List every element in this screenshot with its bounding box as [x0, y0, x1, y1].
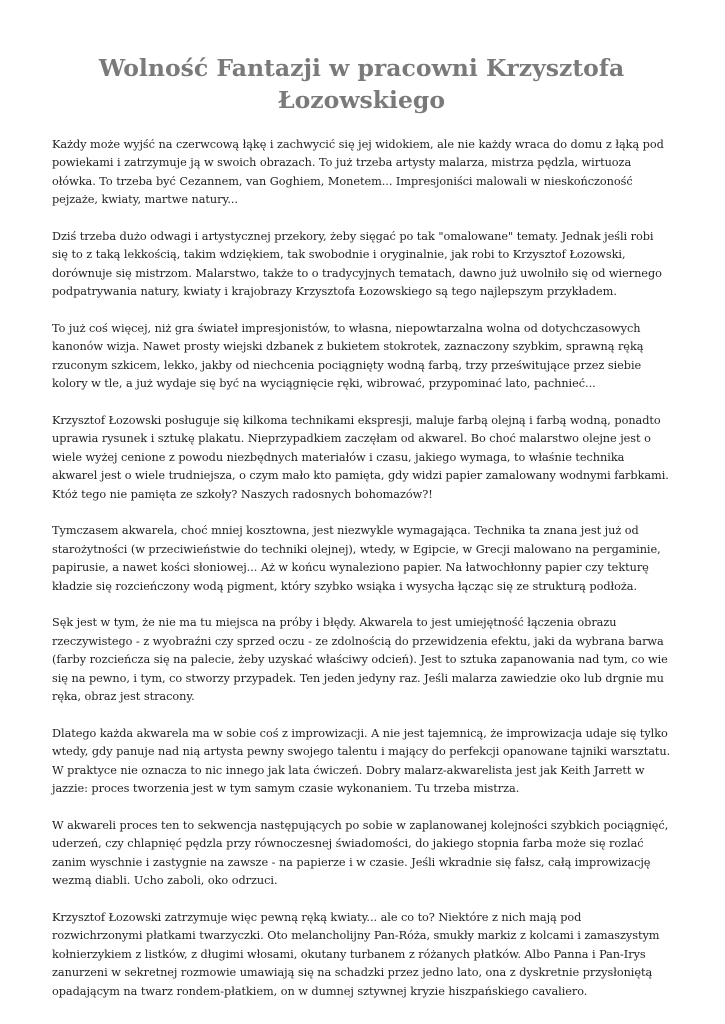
paragraph: Dziś trzeba dużo odwagi i artystycznej przekory, żeby sięgać po tak "omalowane" tematy. Jednak jeśli robi się to z taką lekkością, takim wdziękiem, tak swobodnie i oryginalnie, jak robi to Krzysztof Łozowski, dorównuje się mistrzom. Malarstwo, także to o tradycyjnych tematach, dawno już uwolniło się od wiernego podpatrywania natury, kwiaty i krajobrazy Krzysztofa Łozowskiego są tego najlepszym przykładem. [52, 230, 662, 299]
paragraph: Każdy może wyjść na czerwcową łąkę i zachwycić się jej widokiem, ale nie każdy wraca do domu z łąką pod powiekami i zatrzymuje ją w swoich obrazach. To już trzeba artysty malarza, mistrza pędzla, wirtuoza ołówka. To trzeba być Cezannem, van Goghiem, Monetem... Impresjoniści malowali w nieskończoność pejzaże, kwiaty, martwe natury... [52, 138, 664, 207]
paragraph: Krzysztof Łozowski posługuje się kilkoma technikami ekspresji, maluje farbą olejną i farbą wodną, ponadto uprawia rysunek i sztukę plakatu. Nieprzypadkiem zaczęłam od akwarel. Bo choć malarstwo olejne jest o wiele wyżej cenione z powodu niezbędnych materiałów i czasu, jakiego wymaga, to właśnie technika akwarel jest o wiele trudniejsza, o czym mało kto pamięta, gdy widzi papier zamalowany wodnymi farbkami. Któż tego nie pamięta ze szkoły? Naszych radosnych bohomazów?! [52, 414, 669, 501]
paragraph: Dlatego każda akwarela ma w sobie coś z improwizacji. A nie jest tajemnicą, że improwizacja udaje się tylko wtedy, gdy panuje nad nią artysta pewny swojego talentu i mający do perfekcji opanowane tajniki warsztatu. W praktyce nie oznacza to nic innego jak lata ćwiczeń. Dobry malarz-akwarelista jest jak Keith Jarrett w jazzie: proces tworzenia jest w tym samym czasie wykonaniem. Tu trzeba mistrza. [52, 726, 671, 796]
paragraph: Krzysztof Łozowski zatrzymuje więc pewną ręką kwiaty... ale co to? Niektóre z nich mają pod rozwichrzonymi płatkami twarzyczki. Oto melancholijny Pan-Róża, smukły markiz z kolcami i zamaszystym kołnierzykiem z listków, z długimi włosami, okutany turbanem z różanych płatków. Albo Panna i Pan-Irys zanurzeni w sekretnej rozmowie umawiają się na schadzki przez jedno lato, ona z dyskretnie przysłoniętą opadającym na twarz rondem-płatkiem, on w dumnej sztywnej kryzie hiszpańskiego cavaliero. [52, 910, 660, 998]
paragraph: Sęk jest w tym, że nie ma tu miejsca na próby i błędy. Akwarela to jest umiejętność łączenia obrazu rzeczywistego - z wyobraźni czy sprzed oczu - ze zdolnością do przewidzenia efektu, jaki da wybrana barwa (farby rozcieńcza się na palecie, żeby uzyskać właściwy odcień). Jest to sztuka zapanowania nad tym, co wie się na pewno, i tym, co stworzy przypadek. Ten jeden jedyny raz. Jeśli malarza zawiedzie oko lub drgnie mu ręka, obraz jest stracony. [52, 616, 668, 704]
document-title: Wolność Fantazji w pracowni Krzysztofa Łozowskiego [98, 54, 625, 114]
paragraph: W akwareli proces ten to sekwencja następujących po sobie w zaplanowanej kolejności szybkich pociągnięć, uderzeń, czy chlapnięć pędzla przy równoczesnej świadomości, do jakiego stopnia farba może się rozlać zanim wyschnie i zastygnie na zawsze - na papierze i w czasie. Jeśli wkradnie się fałsz, całą improwizację wezmą diabli. Ucho zaboli, oko odrzuci. [52, 818, 669, 888]
paragraph: To już coś więcej, niż gra świateł impresjonistów, to własna, niepowtarzalna wolna od dotychczasowych kanonów wizja. Nawet prosty wiejski dzbanek z bukietem stokrotek, zaznaczony szybkim, sprawną ręką rzuconym szkicem, lekko, jakby od niechcenia pociągnięty wodną farbą, trzy prześwitujące przez siebie kolory w tle, a już wydaje się być na wyciągnięcie ręki, wibrować, przypominać lato, pachnieć... [52, 322, 644, 391]
document-body [52, 136, 671, 1001]
paragraph: Tymczasem akwarela, choć mniej kosztowna, jest niezwykle wymagająca. Technika ta znana jest już od starożytności (w przeciwieństwie do techniki olejnej), wtedy, w Egipcie, w Grecji malowano na pergaminie, papirusie, a nawet kości słoniowej... Aż w końcu wynaleziono papier. Na łatwochłonny papier czy tekturę kładzie się rozcieńczony wodą pigment, który szybko wsiąka i wysycha łącząc się ze strukturą podłoża. [52, 524, 661, 593]
